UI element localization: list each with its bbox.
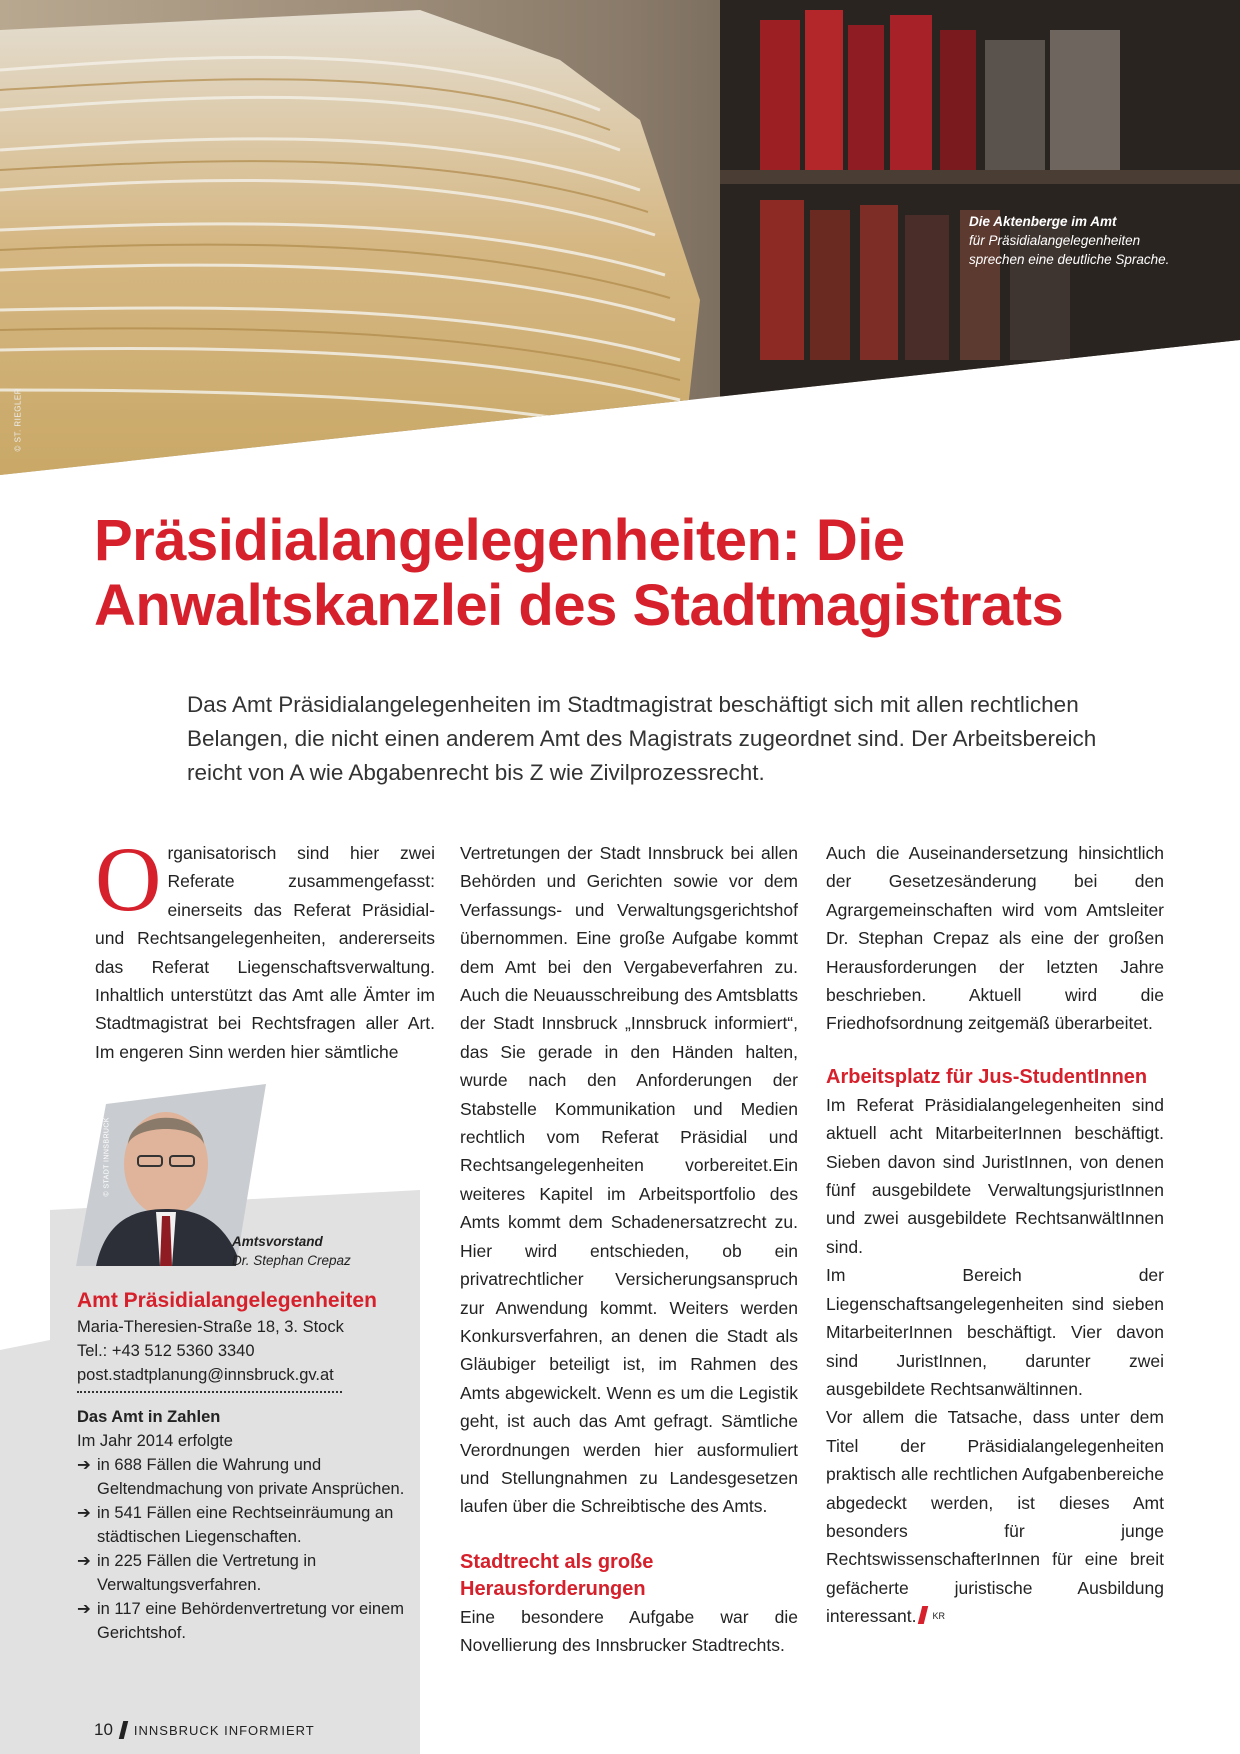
page-title: Präsidialangelegenheiten: Die Anwaltskanzlei des Stadtmagistrats	[94, 508, 1064, 638]
slash-separator-icon	[119, 1721, 128, 1739]
portrait-credit: © STADT INNSBRUCK	[103, 1117, 111, 1197]
portrait-person: Dr. Stephan Crepaz	[232, 1253, 351, 1268]
info-email[interactable]: post.stadtplanung@innsbruck.gv.at	[77, 1366, 334, 1384]
list-item: ➔ in 688 Fällen die Wahrung und Geltendmachung von private Ansprüchen.	[77, 1453, 407, 1501]
info-phone: Tel.: +43 512 5360 3340	[77, 1342, 255, 1360]
caption-title: Die Aktenberge im Amt	[969, 214, 1117, 229]
article-column-3	[826, 839, 1164, 1631]
author-initials: KR	[932, 1611, 945, 1622]
arrow-right-icon: ➔	[77, 1456, 91, 1474]
column3-para2: Im Bereich der Liegenschaftsangelegenheiten sind sieben MitarbeiterInnen beschäftigt. Vier davon sind JuristInnen, darunter zwei ausgebildete Rechtsanwältinnen.	[826, 1265, 1164, 1399]
portrait-caption	[232, 1232, 351, 1270]
column3-para3: Vor allem die Tatsache, dass unter dem Titel der Präsidialangelegenheiten praktisch alle rechtlichen Aufgabenbereiche abgedeckt werden, ist dieses Amt besonders für junge RechtswissenschafterInnen für eine breit gefächerte juristische Ausbildung interessant.	[826, 1407, 1164, 1627]
list-item: ➔ in 541 Fällen eine Rechtseinräumung an städtischen Liegenschaften.	[77, 1501, 407, 1549]
numbers-list	[77, 1453, 407, 1645]
list-item: ➔ in 117 eine Behördenvertretung vor einem Gerichtshof.	[77, 1597, 407, 1645]
page-number: 10	[94, 1720, 113, 1739]
numbers-intro: Im Jahr 2014 erfolgte	[77, 1432, 233, 1450]
portrait-role: Amtsvorstand	[232, 1234, 323, 1249]
drop-cap: O	[95, 828, 162, 930]
arrow-right-icon: ➔	[77, 1600, 91, 1618]
dotted-divider	[77, 1391, 342, 1393]
column3-para1: Im Referat Präsidialangelegenheiten sind aktuell acht MitarbeiterInnen beschäftigt. Sieben davon sind JuristInnen, von denen fünf ausgebildete VerwaltungsjuristInnen und zwei ausgebildete RechtsanwältInnen sind.	[826, 1094, 1164, 1257]
end-mark-icon	[918, 1606, 928, 1624]
publication-name: INNSBRUCK INFORMIERT	[133, 1722, 315, 1738]
page-footer	[94, 1720, 315, 1740]
hero-caption	[969, 212, 1189, 269]
list-item: ➔ in 225 Fällen die Vertretung in Verwaltungsverfahren.	[77, 1549, 407, 1597]
subheading-arbeitsplatz: Arbeitsplatz für Jus-StudentInnen	[826, 1065, 1148, 1088]
caption-text: für Präsidialangelegenheiten sprechen eine deutliche Sprache.	[969, 233, 1170, 267]
info-box-title: Amt Präsidialangelegenheiten	[77, 1289, 377, 1312]
column3-text: Auch die Auseinandersetzung hinsichtlich der Gesetzesänderung bei den Agrargemeinschaften wird vom Amtsleiter Dr. Stephan Crepaz als eine der großen Herausforderungen der letzten Jahre beschrieben. Aktuell wird die Friedhofsordnung zeitgemäß überarbeitet.	[826, 843, 1164, 1034]
article-column-1	[95, 828, 435, 1066]
info-address: Maria-Theresien-Straße 18, 3. Stock	[77, 1318, 344, 1336]
arrow-right-icon: ➔	[77, 1552, 91, 1570]
column2-text: Vertretungen der Stadt Innsbruck bei allen Behörden und Gerichten sowie vor dem Verfassungs- und Verwaltungsgerichtshof übernommen. Eine große Aufgabe kommt dem Amt bei den Vergabeverfahren zu. Auch die Neuausschreibung des Amtsblatts der Stadt Innsbruck „Innsbruck informiert“, das Sie gerade in den Händen halten, wurde nach den Anforderungen der Stabstelle Kommunikation und Medien rechtlich vom Referat Präsidial und Rechtsangelegenheiten vorbereitet.Ein weiteres Kapitel im Arbeitsportfolio des Amts kommt dem Schadenersatzrecht zu. Hier wird entschieden, ob ein privatrechtlicher Versicherungsanspruch zur Anwendung kommt. Weiters werden Konkursverfahren, an denen die Stadt als Gläubiger beteiligt ist, im Rahmen des Amts abgewickelt. Wenn es um die Legistik geht, ist auch das Amt gefragt. Sämtliche Verordnungen werden hier ausformuliert und Stellungnahmen zu Landesgesetzen laufen über die Schreibtische des Amts.	[460, 843, 798, 1517]
photo-credit: © ST. RIEGLER	[13, 387, 23, 452]
arrow-right-icon: ➔	[77, 1504, 91, 1522]
lead-paragraph: Das Amt Präsidialangelegenheiten im Stadtmagistrat beschäftigt sich mit allen rechtlichen Belangen, die nicht einen anderem Amt des Magistrats zugeordnet sind. Der Arbeitsbereich reicht von A wie Abgabenrecht bis Z wie Zivilprozessrecht.	[187, 692, 1097, 785]
subheading-stadtrecht: Stadtrecht als große Herausforderungen	[460, 1550, 654, 1600]
info-box	[77, 1287, 407, 1645]
column2-text2: Eine besondere Aufgabe war die Novellierung des Innsbrucker Stadtrechts.	[460, 1606, 798, 1656]
article-column-2	[460, 839, 798, 1660]
column1-text: rganisatorisch sind hier zwei Referate zusammengefasst: einerseits das Referat Präsidial- und Rechtsangelegenheiten, andererseits das Referat Liegenschaftsverwaltung. Inhaltlich unterstützt das Amt alle Ämter im Stadtmagistrat bei Rechtsfragen aller Art. Im engeren Sinn werden hier sämtliche	[95, 843, 435, 1062]
numbers-title: Das Amt in Zahlen	[77, 1408, 221, 1426]
